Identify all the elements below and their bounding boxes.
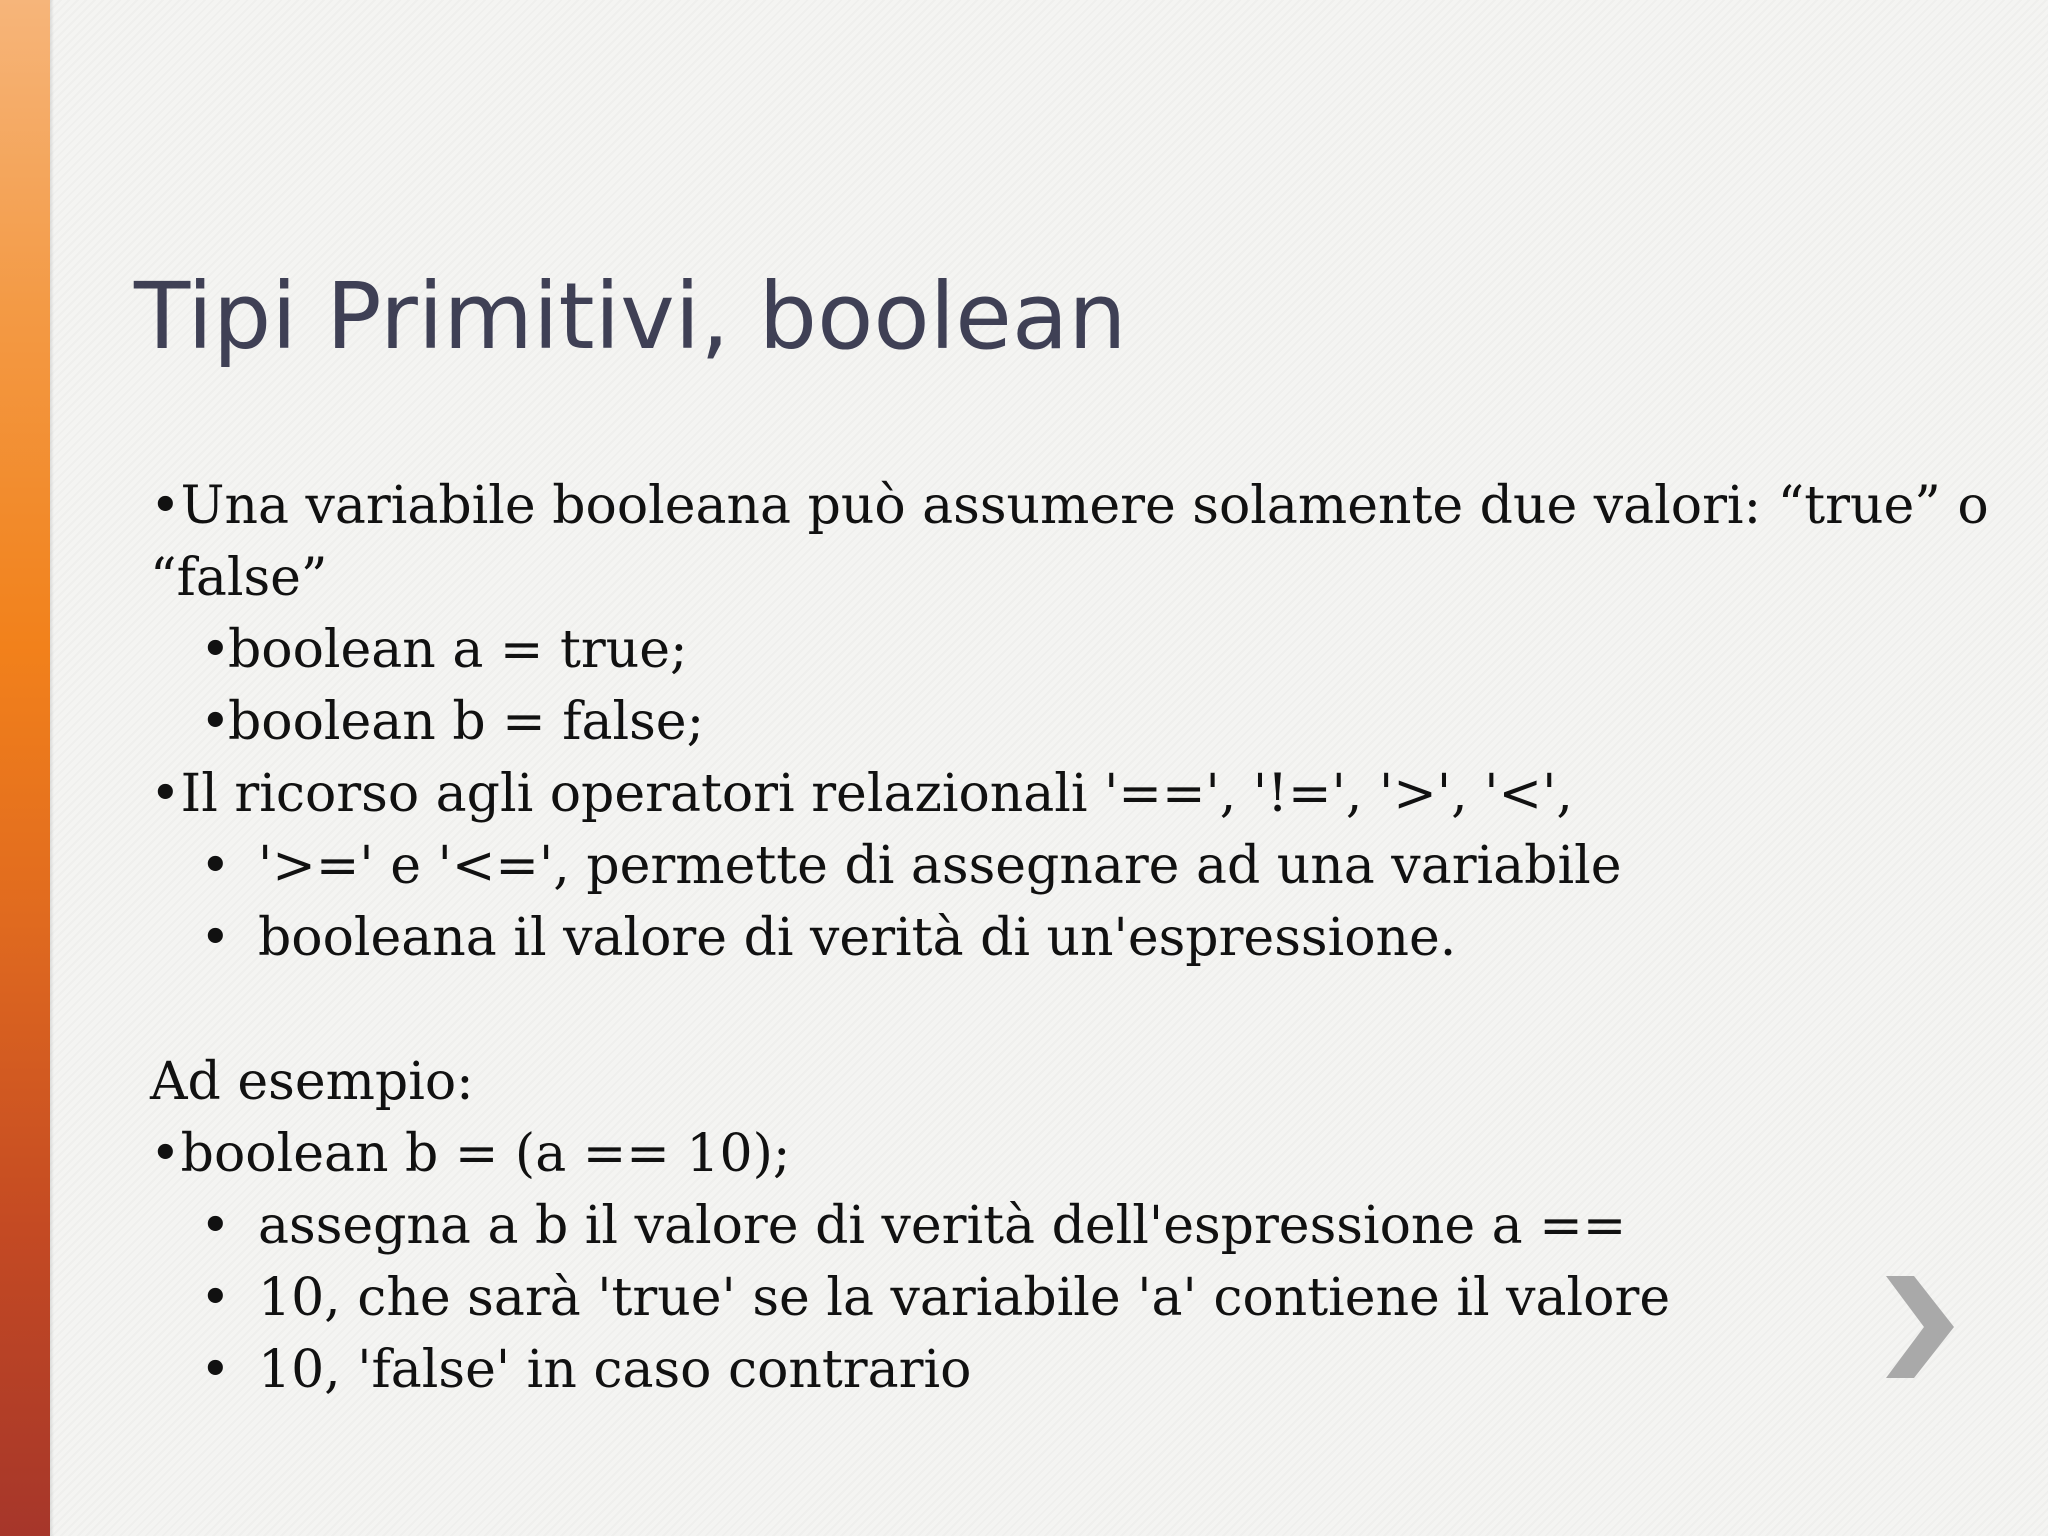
bullet-text: boolean a = true; — [228, 620, 688, 680]
bullet-text: 10, 'false' in caso contrario — [258, 1340, 972, 1400]
next-slide-button[interactable] — [1880, 1272, 1960, 1382]
bullet-marker: • — [150, 1124, 181, 1184]
bullet-marker: • — [150, 764, 181, 824]
sub-bullet-line — [150, 686, 1990, 758]
bullet-text: Una variabile booleana può assumere solamente due valori: “true” o — [180, 476, 1989, 536]
bullet-marker: • — [200, 1196, 231, 1256]
bullet-text: 10, che sarà 'true' se la variabile 'a' contiene il valore — [258, 1268, 1671, 1328]
bullet-marker: • — [200, 836, 231, 896]
slide-body — [150, 470, 1990, 1406]
bullet-text: Il ricorso agli operatori relazionali '==', '!=', '>', '<', — [180, 764, 1573, 824]
slide-title: Tipi Primitivi, boolean — [134, 263, 1127, 370]
bullet-marker: • — [150, 476, 181, 536]
bullet-text: Ad esempio: — [150, 1052, 474, 1112]
chevron-right-icon — [1880, 1272, 1960, 1382]
bullet-text: '>=' e '<=', permette di assegnare ad una variabile — [258, 836, 1622, 896]
bullet-marker: • — [200, 1340, 231, 1400]
bullet-line — [150, 542, 1990, 614]
bullet-text: boolean b = false; — [228, 692, 705, 752]
bullet-line — [150, 1118, 1990, 1190]
bullet-text: “false” — [150, 548, 328, 608]
sub-bullet-line — [150, 614, 1990, 686]
bullet-text: boolean b = (a == 10); — [180, 1124, 791, 1184]
sub-bullet-line — [150, 1190, 1990, 1262]
blank-line — [150, 974, 1990, 1046]
bullet-marker: • — [200, 1268, 231, 1328]
bullet-line — [150, 470, 1990, 542]
sub-bullet-line — [150, 830, 1990, 902]
bullet-marker: • — [200, 620, 231, 680]
bullet-marker: • — [200, 908, 231, 968]
bullet-line — [150, 1046, 1990, 1118]
sub-bullet-line — [150, 902, 1990, 974]
sub-bullet-line — [150, 1334, 1990, 1406]
bullet-marker: • — [200, 692, 231, 752]
sub-bullet-line — [150, 1262, 1990, 1334]
bullet-text: booleana il valore di verità di un'espressione. — [258, 908, 1457, 968]
bullet-text: assegna a b il valore di verità dell'espressione a == — [258, 1196, 1627, 1256]
bullet-line — [150, 758, 1990, 830]
accent-side-bar — [0, 0, 50, 1536]
